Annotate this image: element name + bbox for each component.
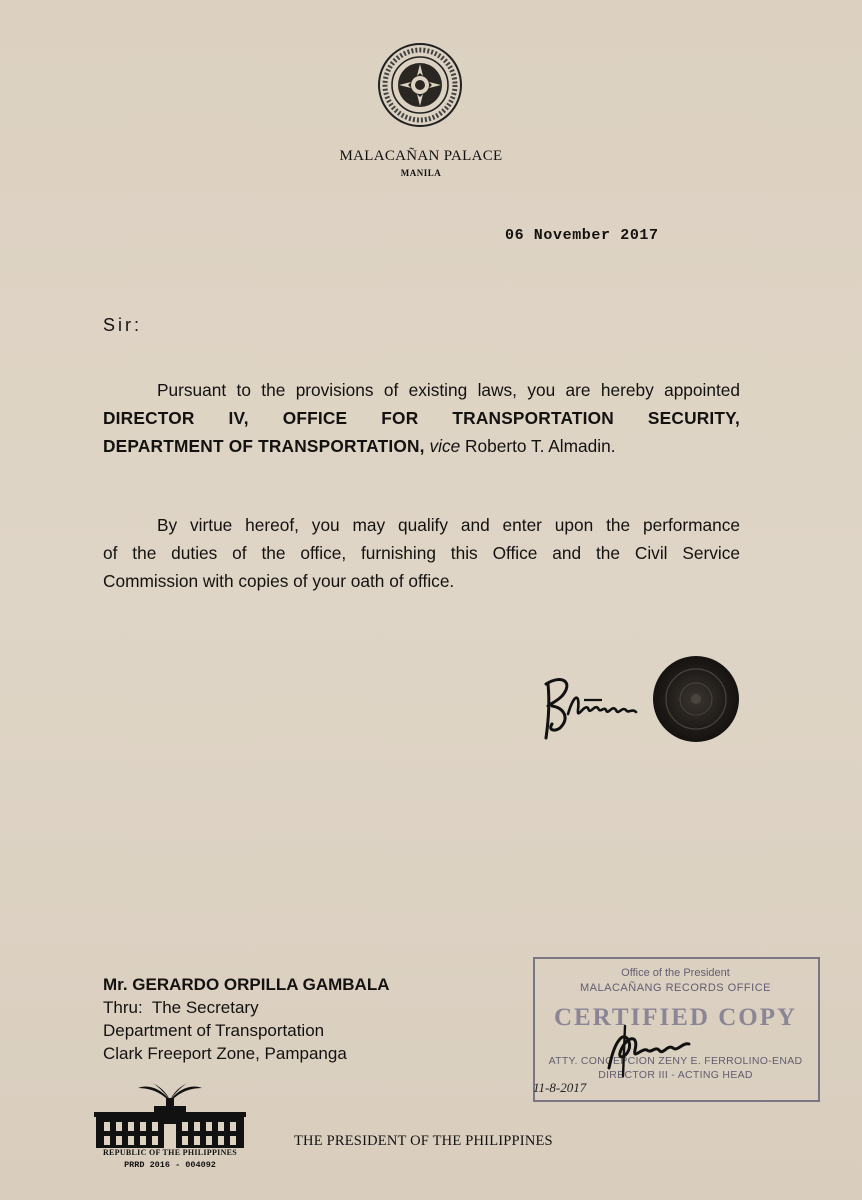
- para2-line3: Commission with copies of your oath of office.: [103, 571, 455, 591]
- republic-label: REPUBLIC OF THE PHILIPPINES: [102, 1148, 238, 1157]
- position-title: DIRECTOR IV, OFFICE FOR TRANSPORTATION SECURITY,: [103, 408, 740, 428]
- president-signature: [540, 664, 660, 742]
- addressee-block: [103, 973, 389, 1065]
- letter-date: 06 November 2017: [505, 227, 659, 244]
- stamp-office: Office of the President: [621, 967, 730, 979]
- stamp-records-office: MALACAÑANG RECORDS OFFICE: [580, 982, 771, 994]
- department-name: DEPARTMENT OF TRANSPORTATION,: [103, 436, 425, 456]
- vice-word: vice: [429, 436, 461, 456]
- appointment-paragraph: [103, 376, 740, 460]
- para1-line1: Pursuant to the provisions of existing laws, you are hereby appointed: [157, 380, 740, 400]
- stamp-officer-title: DIRECTOR III - ACTING HEAD: [598, 1069, 753, 1081]
- city-heading: MANILA: [400, 168, 442, 178]
- para2-line2: of the duties of the office, furnishing this Office and the Civil Service: [103, 543, 740, 563]
- addressee-location: Clark Freeport Zone, Pampanga: [103, 1044, 347, 1063]
- stamp-certified-copy: CERTIFIED COPY: [553, 1004, 798, 1031]
- salutation: Sir:: [103, 315, 142, 335]
- addressee-department: Department of Transportation: [103, 1021, 325, 1040]
- malacanang-palace-emblem: [90, 1078, 250, 1150]
- qualification-paragraph: [103, 511, 740, 595]
- addressee-name: Mr. GERARDO ORPILLA GAMBALA: [103, 975, 390, 994]
- stamp-date: 11-8-2017: [533, 1080, 587, 1095]
- prrd-number: PRRD 2016 - 004092: [124, 1160, 216, 1170]
- para2-line1: By virtue hereof, you may qualify and enter upon the performance: [157, 515, 740, 535]
- presidential-seal-icon: [377, 42, 463, 128]
- president-title: THE PRESIDENT OF THE PHILIPPINES: [294, 1133, 553, 1149]
- dry-seal-icon: [652, 655, 740, 743]
- certifier-signature: [595, 1020, 715, 1080]
- addressee-thru: Thru: The Secretary: [103, 998, 259, 1017]
- palace-heading: MALACAÑAN PALACE: [339, 148, 503, 164]
- predecessor-name: Roberto T. Almadin.: [465, 436, 616, 456]
- stamp-officer-name: ATTY. CONCEPCION ZENY E. FERROLINO-ENAD: [548, 1055, 803, 1067]
